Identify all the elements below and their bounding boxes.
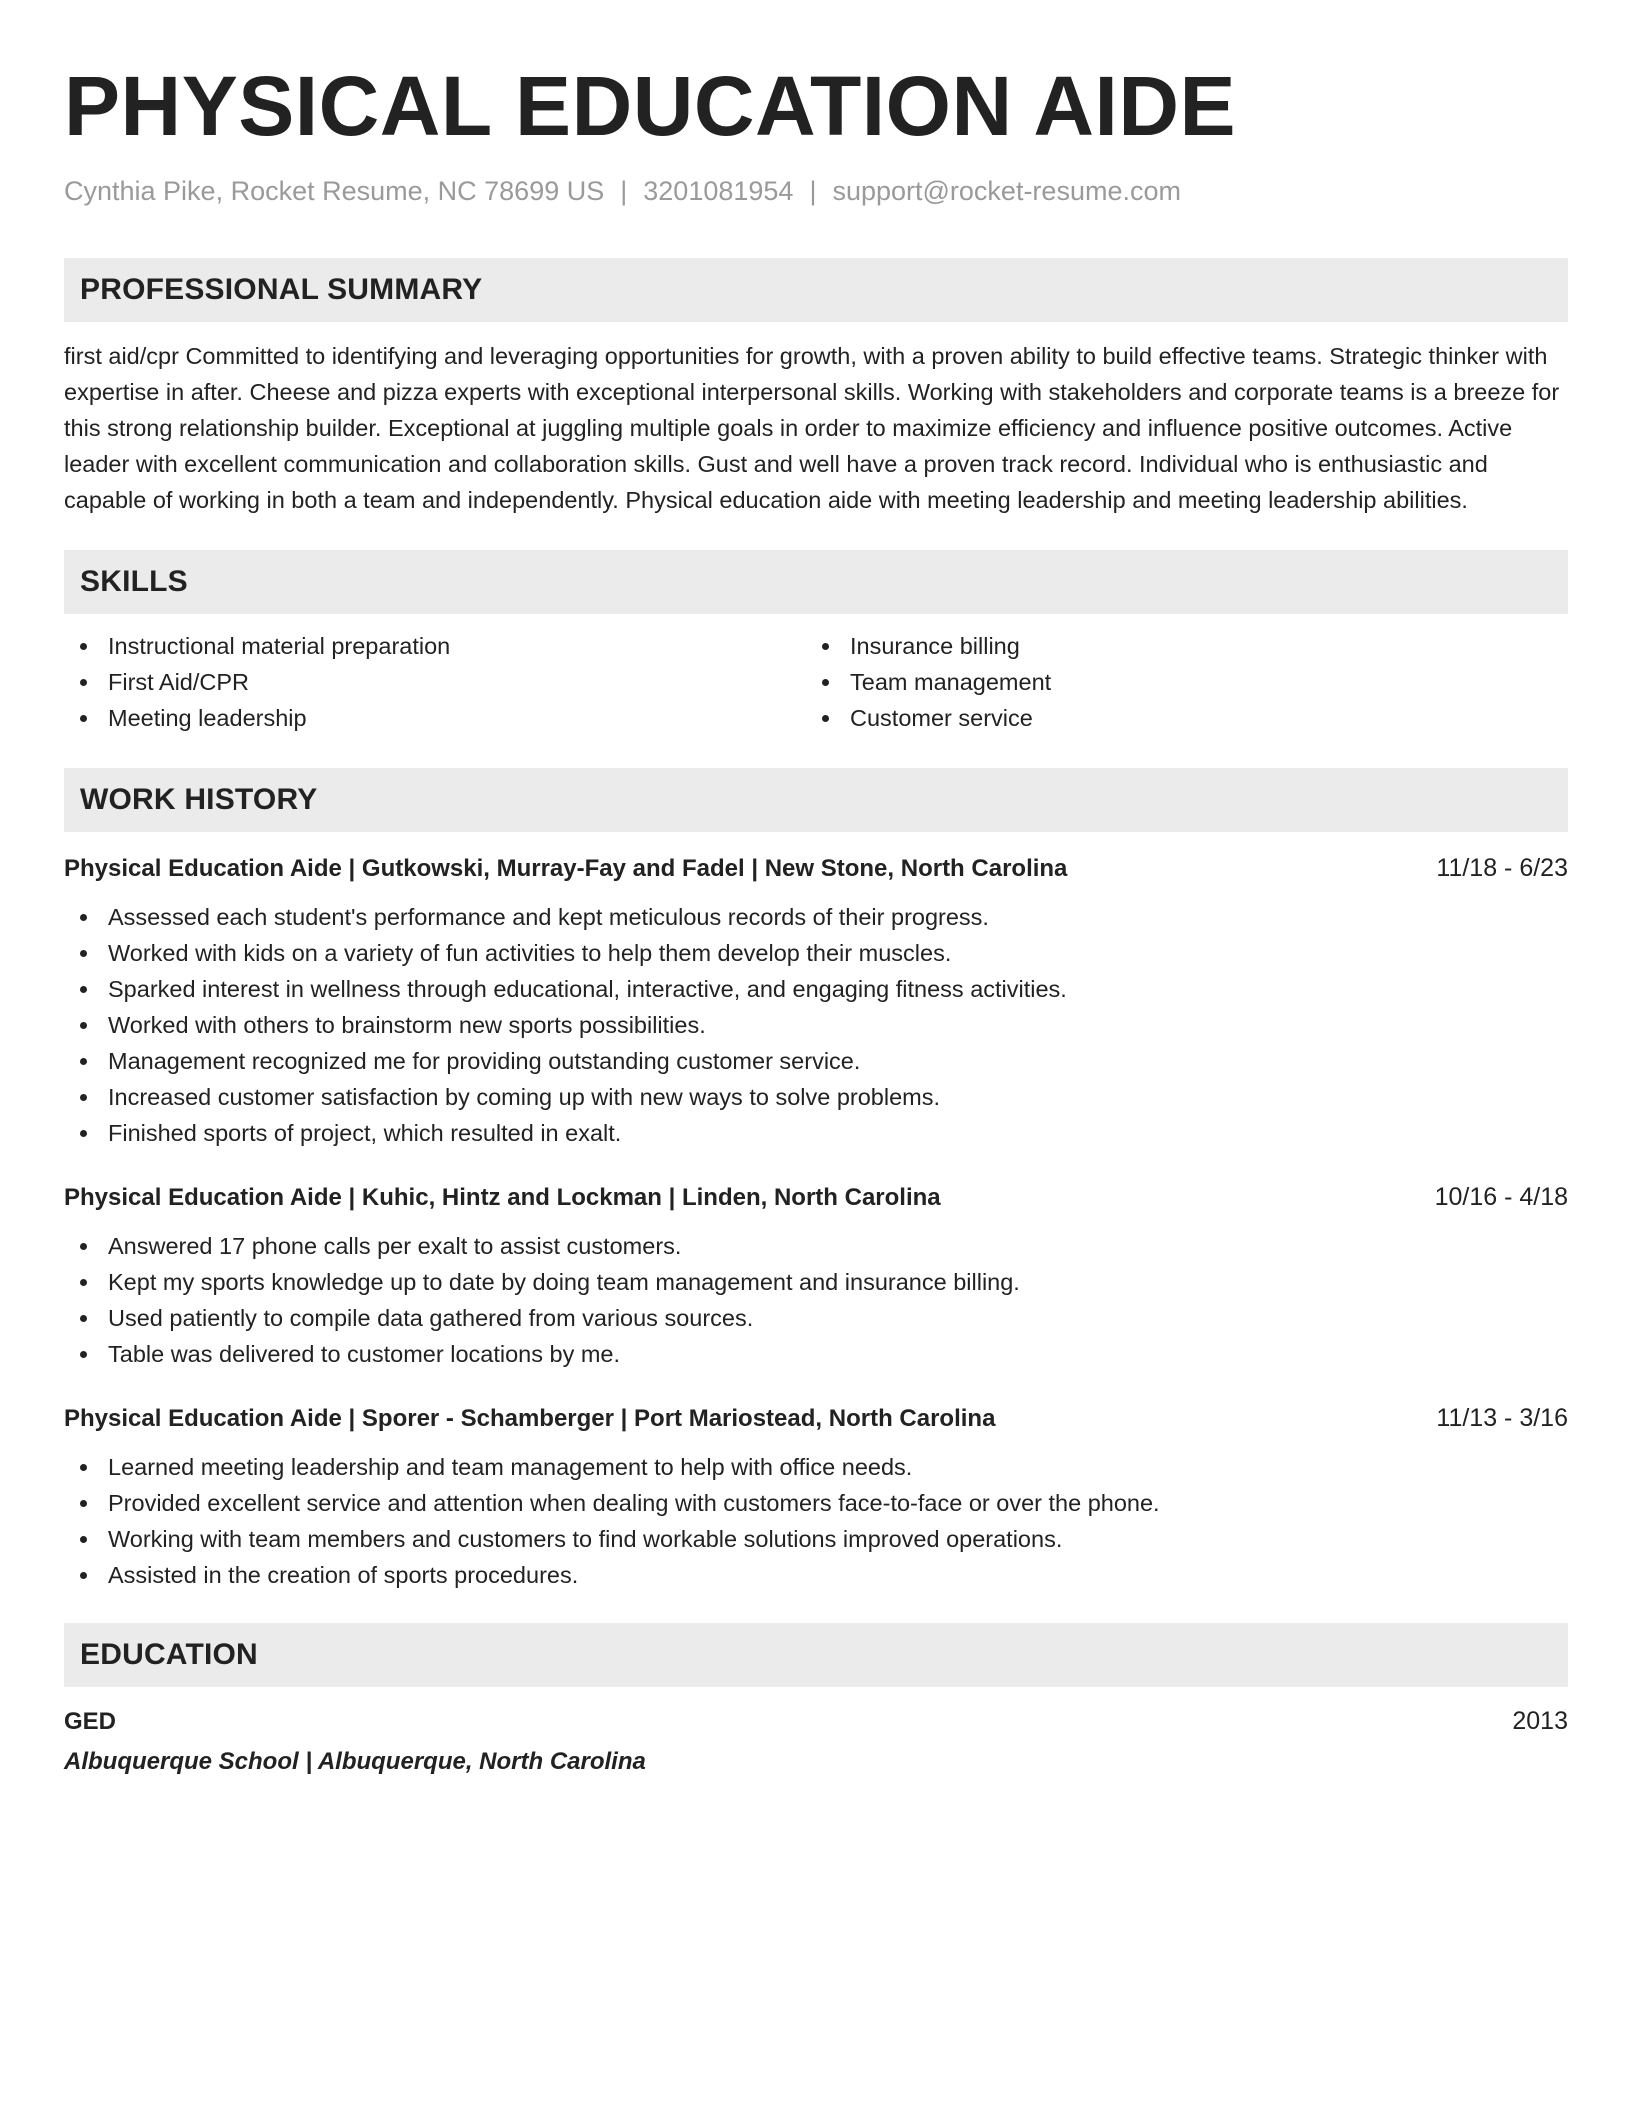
- job-bullet-text: Sparked interest in wellness through educational, interactive, and engaging fitness activities.: [108, 976, 1067, 1002]
- bullet-icon: [822, 643, 829, 650]
- skill-label: Customer service: [850, 705, 1033, 731]
- education-header: [64, 1705, 1568, 1738]
- bullet-icon: [80, 950, 87, 957]
- summary-text: first aid/cpr Committed to identifying and leveraging opportunities for growth, with a proven ability to build effective teams. Strategic thinker with expertise in after. Cheese and pizza experts with exceptional interpersonal skills. Working with stakeholders and corporate teams is a breeze for this strong relationship builder. Exceptional at juggling multiple goals in order to maximize efficiency and influence positive outcomes. Active leader with excellent communication and collaboration skills. Gust and well have a proven track record. Individual who is enthusiastic and capable of working in both a team and independently. Physical education aide with meeting leadership and meeting leadership abilities.: [64, 343, 1560, 513]
- bullet-icon: [80, 1500, 87, 1507]
- bullet-icon: [80, 1094, 87, 1101]
- job-bullet: [64, 1336, 1568, 1372]
- job-bullet-text: Assisted in the creation of sports procedures.: [108, 1562, 579, 1588]
- bullet-icon: [80, 1243, 87, 1250]
- education-year: 2013: [1512, 1707, 1568, 1735]
- job-bullets: [64, 899, 1568, 1151]
- education-school: Albuquerque School | Albuquerque, North Carolina: [64, 1748, 646, 1775]
- job-bullet: [64, 1115, 1568, 1151]
- job-bullet-text: Used patiently to compile data gathered from various sources.: [108, 1305, 754, 1331]
- job-bullet: [64, 1300, 1568, 1336]
- contact-line: [64, 174, 1568, 208]
- skill-label: Team management: [850, 669, 1052, 695]
- job-title: Physical Education Aide | Gutkowski, Murray-Fay and Fadel | New Stone, North Carolina: [64, 855, 1068, 882]
- job-title: Physical Education Aide | Sporer - Schamberger | Port Mariostead, North Carolina: [64, 1405, 996, 1432]
- job-bullet-text: Learned meeting leadership and team management to help with office needs.: [108, 1454, 913, 1480]
- bullet-icon: [80, 1315, 87, 1322]
- bullet-icon: [822, 715, 829, 722]
- skill-label: Insurance billing: [850, 633, 1020, 659]
- summary-heading: PROFESSIONAL SUMMARY: [64, 258, 1568, 322]
- job-bullet-text: Worked with others to brainstorm new sports possibilities.: [108, 1012, 706, 1038]
- job-bullet-text: Kept my sports knowledge up to date by doing team management and insurance billing.: [108, 1269, 1020, 1295]
- job-bullet-text: Worked with kids on a variety of fun activities to help them develop their muscles.: [108, 940, 952, 966]
- bullet-icon: [80, 643, 87, 650]
- work-history-heading: WORK HISTORY: [64, 768, 1568, 832]
- job-dates: 10/16 - 4/18: [1434, 1183, 1568, 1211]
- job-bullet: [64, 1485, 1568, 1521]
- job-title: Physical Education Aide | Kuhic, Hintz and Lockman | Linden, North Carolina: [64, 1184, 941, 1211]
- skill-label: First Aid/CPR: [108, 669, 250, 695]
- education-entry: [64, 1705, 1568, 1778]
- job-header: [64, 1181, 1568, 1214]
- skill-item: [64, 664, 806, 700]
- job-bullet-text: Working with team members and customers to find workable solutions improved operations.: [108, 1526, 1063, 1552]
- job-bullet: [64, 1007, 1568, 1043]
- job-bullet: [64, 1449, 1568, 1485]
- bullet-icon: [80, 1130, 87, 1137]
- job-bullet: [64, 1264, 1568, 1300]
- skills-heading: SKILLS: [64, 550, 1568, 614]
- skill-item: [806, 664, 1548, 700]
- job-bullet: [64, 1228, 1568, 1264]
- skill-label: Meeting leadership: [108, 705, 307, 731]
- bullet-icon: [80, 1351, 87, 1358]
- job-bullet: [64, 935, 1568, 971]
- bullet-icon: [80, 986, 87, 993]
- job-header: [64, 852, 1568, 885]
- job-header: [64, 1402, 1568, 1435]
- job-bullet: [64, 1521, 1568, 1557]
- contact-separator: |: [809, 176, 817, 206]
- bullet-icon: [822, 679, 829, 686]
- job-bullet-text: Increased customer satisfaction by coming up with new ways to solve problems.: [108, 1084, 941, 1110]
- job-bullet-text: Assessed each student's performance and kept meticulous records of their progress.: [108, 904, 989, 930]
- job-bullets: [64, 1228, 1568, 1372]
- skill-item: [806, 628, 1548, 664]
- skills-column-right: [806, 628, 1548, 736]
- bullet-icon: [80, 715, 87, 722]
- bullet-icon: [80, 914, 87, 921]
- skill-item: [64, 700, 806, 736]
- job-dates: 11/13 - 3/16: [1436, 1404, 1568, 1432]
- job-bullets: [64, 1449, 1568, 1593]
- bullet-icon: [80, 1058, 87, 1065]
- job-bullet-text: Management recognized me for providing outstanding customer service.: [108, 1048, 861, 1074]
- job-bullet-text: Finished sports of project, which resulted in exalt.: [108, 1120, 622, 1146]
- job-bullet-text: Provided excellent service and attention when dealing with customers face-to-face or over the phone.: [108, 1490, 1160, 1516]
- contact-phone: 3201081954: [643, 176, 794, 206]
- bullet-icon: [80, 1279, 87, 1286]
- bullet-icon: [80, 679, 87, 686]
- bullet-icon: [80, 1464, 87, 1471]
- skill-item: [806, 700, 1548, 736]
- resume-title: PHYSICAL EDUCATION AIDE: [64, 59, 1237, 153]
- job-bullet-text: Table was delivered to customer locations by me.: [108, 1341, 621, 1367]
- job-entry: [64, 1181, 1568, 1372]
- contact-separator: |: [620, 176, 628, 206]
- job-bullet: [64, 1043, 1568, 1079]
- job-bullet: [64, 1079, 1568, 1115]
- job-entry: [64, 852, 1568, 1151]
- job-bullet-text: Answered 17 phone calls per exalt to assist customers.: [108, 1233, 682, 1259]
- bullet-icon: [80, 1536, 87, 1543]
- skills-column-left: [64, 628, 806, 736]
- contact-address: Cynthia Pike, Rocket Resume, NC 78699 US: [64, 176, 605, 206]
- job-dates: 11/18 - 6/23: [1436, 854, 1568, 882]
- skill-label: Instructional material preparation: [108, 633, 451, 659]
- skill-item: [64, 628, 806, 664]
- education-heading: EDUCATION: [64, 1623, 1568, 1687]
- bullet-icon: [80, 1572, 87, 1579]
- education-degree: GED: [64, 1708, 117, 1735]
- job-bullet: [64, 971, 1568, 1007]
- bullet-icon: [80, 1022, 87, 1029]
- job-entry: [64, 1402, 1568, 1593]
- job-bullet: [64, 899, 1568, 935]
- contact-email: support@rocket-resume.com: [832, 176, 1181, 206]
- skills-grid: [64, 628, 1568, 736]
- job-bullet: [64, 1557, 1568, 1593]
